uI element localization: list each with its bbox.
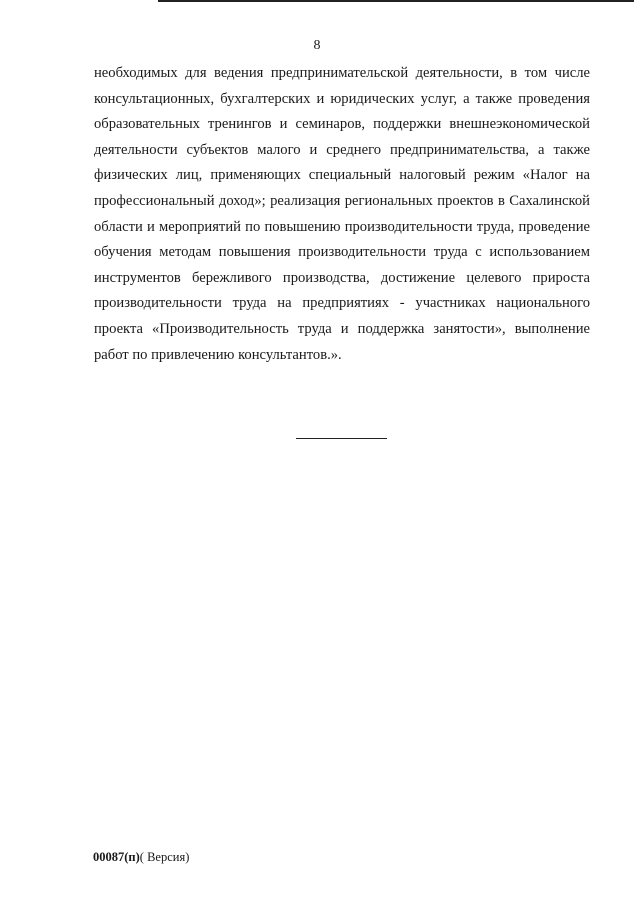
document-code-number: 00087(п): [93, 850, 140, 864]
document-code: [93, 850, 189, 865]
text-line: физических лиц, применяющих специальный налоговый режим «Налог на: [94, 167, 590, 184]
text-line: работ по привлечению консультантов.».: [94, 346, 342, 363]
text-line: производительности труда на предприятиях - участниках национального: [94, 295, 590, 312]
text-line: инструментов бережливого производства, достижение целевого прироста: [94, 269, 590, 286]
text-line: обучения методам повышения производительности труда с использованием: [94, 244, 590, 261]
text-line: деятельности субъектов малого и среднего предпринимательства, а также: [94, 141, 590, 158]
end-separator-line: [296, 438, 387, 439]
text-line: профессиональный доход»; реализация региональных проектов в Сахалинской: [94, 192, 590, 209]
text-line: консультационных, бухгалтерских и юридических услуг, а также проведения: [94, 90, 590, 107]
page-number: 8: [313, 38, 321, 53]
body-paragraph: [94, 61, 590, 368]
text-line: необходимых для ведения предпринимательской деятельности, в том числе: [94, 65, 590, 81]
document-version: ( Версия): [139, 850, 190, 864]
text-line: образовательных тренингов и семинаров, поддержки внешнеэкономической: [94, 116, 590, 133]
text-line: проекта «Производительность труда и поддержка занятости», выполнение: [94, 320, 590, 337]
page-top-edge: [158, 0, 634, 2]
text-line: области и мероприятий по повышению производительности труда, проведение: [94, 218, 590, 235]
